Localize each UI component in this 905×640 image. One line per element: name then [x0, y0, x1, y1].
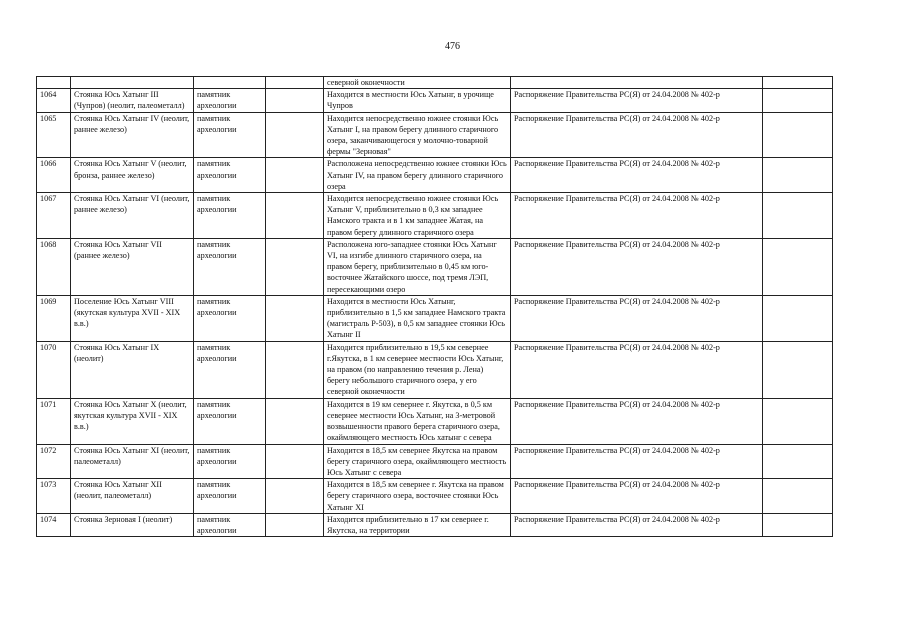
cell-document: Распоряжение Правительства РС(Я) от 24.04.2008 № 402-р — [511, 89, 763, 112]
cell-document: Распоряжение Правительства РС(Я) от 24.04.2008 № 402-р — [511, 398, 763, 444]
cell-number: 1074 — [37, 513, 71, 536]
cell-empty — [266, 193, 324, 239]
cell-type: памятник археологии — [194, 112, 266, 158]
cell-name: Стоянка Юсь Хатынг V (неолит, бронза, раннее железо) — [71, 158, 194, 193]
cell-location: Находится в 18,5 км севернее г. Якутска на правом берегу старичного озера, восточнее стоянки Юсь Хатынг XI — [324, 479, 511, 514]
cell-document: Распоряжение Правительства РС(Я) от 24.04.2008 № 402-р — [511, 112, 763, 158]
cell-empty — [266, 295, 324, 341]
cell-type: памятник археологии — [194, 158, 266, 193]
table-row-continued — [37, 77, 833, 89]
cell-name: Стоянка Юсь Хатынг VII (раннее железо) — [71, 238, 194, 295]
cell-empty — [266, 398, 324, 444]
cell-name: Поселение Юсь Хатынг VIII (якутская культура XVII - XIX в.в.) — [71, 295, 194, 341]
cell-location: Находится в 18,5 км севернее Якутска на правом берегу старичного озера, окаймляющего местность Юсь Хатынг с севера — [324, 444, 511, 479]
cell-document: Распоряжение Правительства РС(Я) от 24.04.2008 № 402-р — [511, 513, 763, 536]
cell-document: Распоряжение Правительства РС(Я) от 24.04.2008 № 402-р — [511, 341, 763, 398]
cell-document: Распоряжение Правительства РС(Я) от 24.04.2008 № 402-р — [511, 479, 763, 514]
cell-document: Распоряжение Правительства РС(Я) от 24.04.2008 № 402-р — [511, 295, 763, 341]
cell-empty-last — [763, 479, 833, 514]
cell-type: памятник археологии — [194, 444, 266, 479]
cell-empty-last — [763, 112, 833, 158]
cell-empty — [266, 479, 324, 514]
cell-type: памятник археологии — [194, 238, 266, 295]
cell-number: 1069 — [37, 295, 71, 341]
cell-location: Находится в местности Юсь Хатынг, приблизительно в 1,5 км западнее Намского тракта (магистраль Р-503), в 0,5 км западнее стоянки Юсь Хатынг II — [324, 295, 511, 341]
cell-document: Распоряжение Правительства РС(Я) от 24.04.2008 № 402-р — [511, 238, 763, 295]
cell-name: Стоянка Юсь Хатынг IX (неолит) — [71, 341, 194, 398]
registry-table-body — [37, 77, 833, 537]
table-row — [37, 398, 833, 444]
cell-location: Расположена непосредственно южнее стоянки Юсь Хатынг IV, на правом берегу длинного старичного озера — [324, 158, 511, 193]
cell-empty — [266, 341, 324, 398]
cell-number: 1070 — [37, 341, 71, 398]
cell-document: Распоряжение Правительства РС(Я) от 24.04.2008 № 402-р — [511, 444, 763, 479]
cell-number: 1073 — [37, 479, 71, 514]
cell-empty — [266, 444, 324, 479]
cell-empty — [266, 238, 324, 295]
cell-location: Расположена юго-западнее стоянки Юсь Хатынг VI, на изгибе длинного старичного озера, на правом берегу, приблизительно в 0,45 км юго-восточнее Жатайского шоссе, под тремя ЛЭП, пересекающими озеро — [324, 238, 511, 295]
cell-empty-last — [763, 513, 833, 536]
cell-number: 1071 — [37, 398, 71, 444]
cell-document: Распоряжение Правительства РС(Я) от 24.04.2008 № 402-р — [511, 158, 763, 193]
page-number: 476 — [445, 41, 460, 52]
table-row — [37, 238, 833, 295]
table-row — [37, 513, 833, 536]
cell-document — [511, 77, 763, 89]
cell-name: Стоянка Юсь Хатынг VI (неолит, раннее железо) — [71, 193, 194, 239]
cell-name: Стоянка Юсь Хатынг IV (неолит, раннее железо) — [71, 112, 194, 158]
table-row — [37, 295, 833, 341]
cell-name: Стоянка Зерновая I (неолит) — [71, 513, 194, 536]
cell-empty-last — [763, 89, 833, 112]
table-row — [37, 89, 833, 112]
cell-empty-last — [763, 295, 833, 341]
cell-document: Распоряжение Правительства РС(Я) от 24.04.2008 № 402-р — [511, 193, 763, 239]
cell-empty-last — [763, 77, 833, 89]
table-row — [37, 112, 833, 158]
heritage-registry-table — [36, 76, 833, 537]
cell-name — [71, 77, 194, 89]
table-row — [37, 193, 833, 239]
cell-number: 1065 — [37, 112, 71, 158]
cell-empty — [266, 513, 324, 536]
cell-location: Находится непосредственно южнее стоянки Юсь Хатынг I, на правом берегу длинного старичного озера, заканчивающегося у молочно-товарной фермы "Зерновая" — [324, 112, 511, 158]
cell-location: Находится непосредственно южнее стоянки Юсь Хатынг V, приблизительно в 0,3 км западнее Намского тракта и в 1 км западнее Жатая, на правом берегу длинного старичного озера — [324, 193, 511, 239]
cell-name: Стоянка Юсь Хатынг III (Чупров) (неолит, палеометалл) — [71, 89, 194, 112]
cell-empty-last — [763, 341, 833, 398]
cell-number: 1066 — [37, 158, 71, 193]
cell-type — [194, 77, 266, 89]
cell-empty-last — [763, 398, 833, 444]
cell-type: памятник археологии — [194, 89, 266, 112]
cell-location: северной оконечности — [324, 77, 511, 89]
cell-number: 1068 — [37, 238, 71, 295]
table-row — [37, 479, 833, 514]
cell-empty — [266, 89, 324, 112]
cell-number: 1072 — [37, 444, 71, 479]
cell-empty-last — [763, 444, 833, 479]
cell-number: 1064 — [37, 89, 71, 112]
cell-number: 1067 — [37, 193, 71, 239]
cell-type: памятник археологии — [194, 398, 266, 444]
cell-empty-last — [763, 193, 833, 239]
cell-number — [37, 77, 71, 89]
cell-empty — [266, 77, 324, 89]
cell-name: Стоянка Юсь Хатынг XII (неолит, палеометалл) — [71, 479, 194, 514]
cell-type: памятник археологии — [194, 479, 266, 514]
cell-type: памятник археологии — [194, 295, 266, 341]
table-row — [37, 341, 833, 398]
cell-location: Находится в 19 км севернее г. Якутска, в 0,5 км севернее местности Юсь Хатынг, на 3-метровой возвышенности правого берега старичного озера, окаймляющего местность Юсь хатынг с севера — [324, 398, 511, 444]
cell-type: памятник археологии — [194, 193, 266, 239]
cell-location: Находится в местности Юсь Хатынг, в урочище Чупров — [324, 89, 511, 112]
cell-empty-last — [763, 158, 833, 193]
cell-name: Стоянка Юсь Хатынг X (неолит, якутская культура XVII - XIX в.в.) — [71, 398, 194, 444]
cell-location: Находится приблизительно в 19,5 км севернее г.Якутска, в 1 км севернее местности Юсь Хатынг, на правом (по направлению течения р. Лена) берегу небольшого старичного озера, у его северной оконечности — [324, 341, 511, 398]
cell-type: памятник археологии — [194, 341, 266, 398]
table-row — [37, 444, 833, 479]
cell-empty-last — [763, 238, 833, 295]
cell-empty — [266, 158, 324, 193]
cell-empty — [266, 112, 324, 158]
cell-type: памятник археологии — [194, 513, 266, 536]
table-row — [37, 158, 833, 193]
cell-location: Находится приблизительно в 17 км севернее г. Якутска, на территории — [324, 513, 511, 536]
cell-name: Стоянка Юсь Хатынг XI (неолит, палеометалл) — [71, 444, 194, 479]
